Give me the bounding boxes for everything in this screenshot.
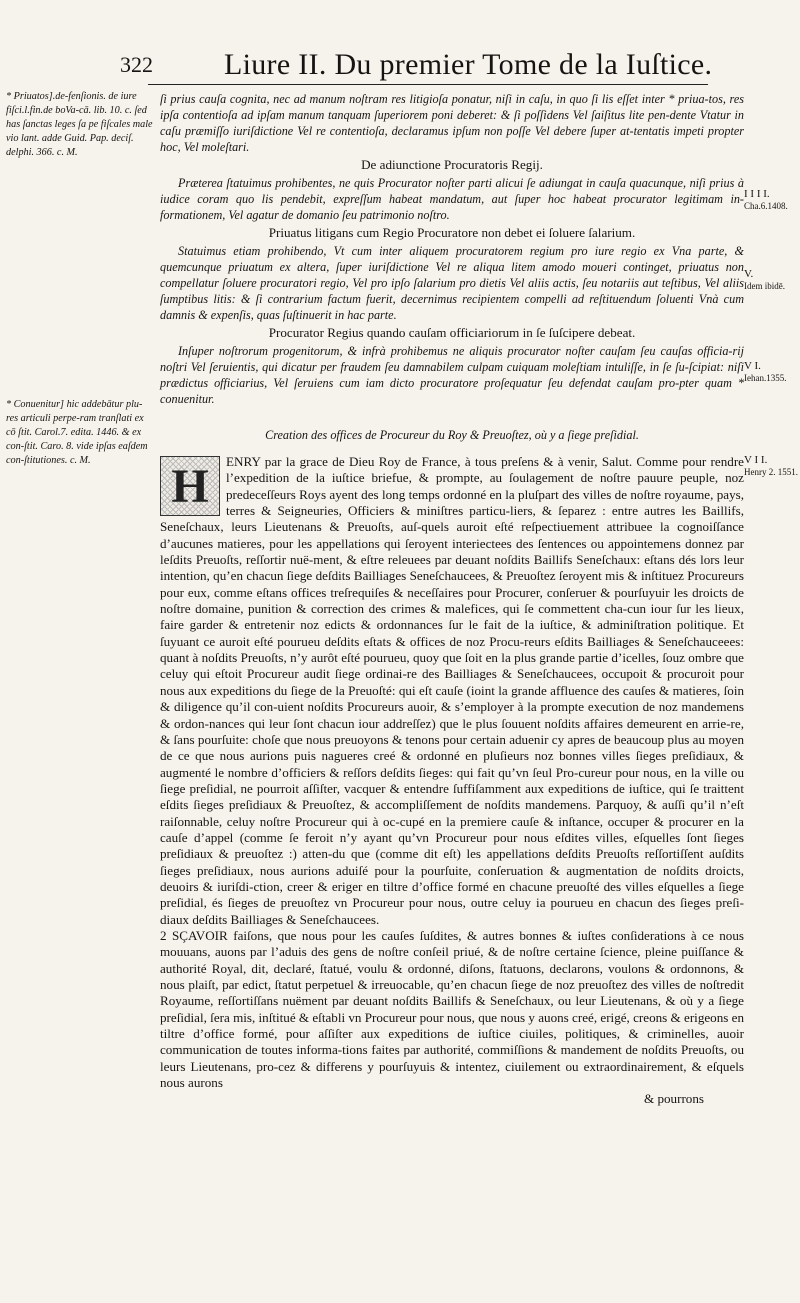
article-number: V. xyxy=(744,268,754,280)
catchword: & pourrons xyxy=(643,1091,704,1107)
paragraph: 2 SÇAVOIR faiſons, que nous pour les cauſes ſuſdites, & autres bonnes & iuſtes conſiderations à ce nous mouuans, auons par l’aduis des gens de noſtre conſeil priué, & de noſtre certaine ſcience, pleine puiſſance & authorité Royal, dit, declaré, ſtatué, voulu & ordonné, diſons, ſtatuons, declarons, voulons & ordonnons, & nous plaiſt, par edict, ſtatut perpetuel & irreuocable, qu’en chacun ſiege de noz preuoſtez des villes de noſtredit Royaume, reſſortiſſans nuëment par deuant noſdits Baillifs & Seneſchaux, ou leur Lieutenans, & où y a ſiege preſidial, ſera mis, inſtitué & eſtabli vn Procureur pour nous, que nous y auons creé, erigé, creons & erigeons en tiltre d’office formé, pour aſſiſter aux expeditions de iuſtice ciuiles, politiques, & criminelles, auoir communication de toutes informa-tions faites par authorité, commiſſions & mandement de noſdits Preuoſts, ou leurs Lieutenans, pro-cez & differens y pourſuyuis & intentez, ciuilement ou extraordinairement, & eſquels nous aurons xyxy=(160,927,744,1091)
section-heading: Priuatus litigans cum Regio Procuratore non debet ei ſoluere ſalarium. xyxy=(268,225,636,240)
article-number: V I I. xyxy=(744,454,768,466)
main-text-latin xyxy=(160,91,744,407)
paragraph: Statuimus etiam prohibendo, Vt cum inter aliquem procuratorem regium pro iure regio ex Vna parte, & quemcunque priuatum ex altera, ſuper iuriſdictione Vel re aliqua litem amodo moueri continget, priuatus non compellatur ſoluere procuratori regio, Vel pro ipſo ſalarium pro dietis Vel aliis actis, ſeu notariis aut teſtibus, Vel aliis ſumptibus litis: & ſi contrarium factum fuerit, decernimus recipientem compelli ad reſtituendum ſoluenti Vnà cum damnis & expenſis, quas ſuſtinuerit in hac parte. xyxy=(160,244,744,322)
left-margin-note-2: * Conuenitur] hic addebātur plu-res articuli perpe-ram tranſlati ex cō ſtit. Carol.7. edita. 1446. & ex con-ſtit. Caro. 8. vide ipſas eaſdem con-ſtitutiones. c. M. xyxy=(6,399,148,466)
section-heading: De adiunctione Procuratoris Regij. xyxy=(361,157,543,172)
right-margin-note-vi xyxy=(744,360,798,384)
paragraph: Inſuper noſtrorum progenitorum, & infrà prohibemus ne aliquis procurator noſter cauſam ſeu cauſas officia-rij noſtri Vel ſeruientis, qui dicatur per fraudem ſeu damnabilem culpam cuiquam moleſtiam intuliſſe, in ſe ſu-ſcipiat: niſi prædictus officiarius, Vel ſeruiens cum iam dicto procuratore proſequatur ſeu defendat cauſam pro-pter quam * conuenitur. xyxy=(160,344,744,406)
main-text-french xyxy=(160,454,744,1108)
paragraph: Præterea ſtatuimus prohibentes, ne quis Procurator noſter parti alicui ſe adiungat in cauſa quacunque, niſi prius à iudice coram quo lis pendebit, expreſſum habeat mandatum, aut ſuper hoc habeat procurator legitimam in-formationem, Vel agatur de domanio ſeu patrimonio noſtro. xyxy=(160,176,744,222)
right-margin-note-vii xyxy=(744,454,798,478)
paragraph: ſi prius cauſa cognita, nec ad manum noſtram res litigioſa ponatur, niſi in caſu, in quo ſi lis eſſet inter * priua-tos, res ipſa contentioſa ad ipſam manum tanquam ſuperiorem poni deberet: & ſi poſſidens Vel ſaiſitus lite pen-dente Vtatur in caſu præmiſſo iuriſdictione Vel re contentioſa, declaramus ipſum non poſſe Vel debere ſuper at-tentatis impeti propter hoc, Vel moleſtari. xyxy=(160,92,744,154)
date-ref: Iehan.1355. xyxy=(744,373,787,383)
right-margin-note-iiii xyxy=(744,188,798,212)
date-ref: Henry 2. 1551. xyxy=(744,467,798,477)
section-heading: Procurator Regius quando cauſam officiariorum in ſe ſuſcipere debeat. xyxy=(268,325,636,340)
page-number: 322 xyxy=(120,52,153,77)
article-number: I I I I. xyxy=(744,188,770,200)
article-number: V I. xyxy=(744,360,761,372)
paragraph: ENRY par la grace de Dieu Roy de France, à tous preſens & à venir, Salut. Comme pour rendre l’expedition de la iuſtice briefue, & prompte, au ſoulagement de noſtre pauure peuple, noz predeceſſeurs Roys ayent des long temps ordonné en la pluſpart des villes de noſtre royaume, pays, terres & Seigneuries, Officiers & miniſtres particu-liers, & ſeparez : entre autres les Baillifs, Seneſchaux, leurs Lieutenans & Preuoſts, auſ-quels auroit eſté reſpectiuement attribuee la cognoiſſance d’aucunes matieres, pour les appellations qui ſeroyent interiectees des ſentences ou appointemens donnez par leſdits Preuoſts, reſſortir nuë-ment, & eſtre releuees par deuant noſdits Baillifs Seneſchaux: eſtans dés lors leur intention, qu’en chacun ſiege deſdits Bailliages Seneſchaucees, & Preuoſtez ſeroyent mis & inſtituez Procureurs pour eux, comme eſtans offices treſrequiſes & neceſſaires pour Procurer, conſeruer & pourſuyuir les droicts de noſtre domaine, punition & correction des crimes & malefices, qui ſe commettent cha-cun iour ſur les lieux, faire garder & entretenir noz edicts & ordonnances ſur le fait de la iuſtice, & adminiſtration politique. Et ſuyuant ce auroit eſté pourueu deſdits eſtats & offices de noz Procu-reurs eſdits Bailliages & Seneſchauceees: quant à noſdits Preuoſts, n’y aurôt eſté pourueu, quoy que ſoit en la plus grande partie d’icelles, ſouz ombre que celuy qui eſtoit Procureur audit ſiege ordinai-re des Bailliages & Seneſchaucees, occupoit & procuroit pour nous aux expeditions du ſiege de la Preuoſté: qui eſt cauſe (ioint la grande affluence des cauſes & matieres, ſoin & diligence qu’il con-uient noſdits Procureurs auoir, & s’employer à la prompte execution de noz mandemens & ordon-nances qui leur ſont chacun iour addreſſez) que le plus ſouuent noſdits affaires demeurent en arrie-re, & ſans pourſuite: choſe que nous preuoyons & tenons pour certain aduenir cy apres de beaucoup plus au moyen de ce que nous aurions puis nagueres creé & ordonné en pluſieurs noz bonnes villes ſieges preſidiaux, & augmenté le nombre d’officiers & reſſors deſdits ſieges: qui fait qu’vn ſeul Pro-cureur pour nous, en la ville ou ſiege preſidial, ne pourroit aſſiſter, vacquer & entendre ſuffiſamment aux expeditions de iuſtice, qui ſe traittent eſdits ſieges preſidiaux & Preuoſtez, & accompliſſement de noſdits mandemens. Parquoy, & auſſi qu’il n’eſt raiſonnable, celuy noſtre Procureur qui à oc-cupé en la premiere cauſe & inſtance, occuper & procurer en la cauſe d’appel (comme ſe feroit n’y ayant qu’vn Procureur pour nous eſdites villes, eſquelles ſont ſieges preſidiaux & preuoſtez :) atten-du que (comme dit eſt) les appellations deſdits Preuoſts reſſortiſſent auſdits ſieges preſidiaux, nous aurions aduiſé pour la pourſuite, conſeruation & augmentation de noſdits droicts, deuoirs & iuriſdi-ction, creer & eriger en tiltre d’office formé en chacune preuoſté des villes eſquelles a ſiege preſidial, és ſieges de preuoſtez vn Procureur pour nous, outre celuy ia pourueu en chacun des ſieges preſi-diaux deſdits Bailliages & Seneſchaucees. xyxy=(160,454,744,927)
french-heading-block xyxy=(160,428,744,443)
running-title: Liure II. Du premier Tome de la Iuſtice. xyxy=(224,48,713,81)
date-ref: Cha.6.1408. xyxy=(744,201,788,211)
right-margin-note-v xyxy=(744,268,798,292)
date-ref: Idem ibidē. xyxy=(744,281,785,291)
initial-letter: H xyxy=(171,460,209,513)
left-margin-note-1: * Priuatos].de-fenſionis. de iure fiſci.l.fin.de boVa-cā. lib. 10. c. ſed has ſanctas leges ſa pe fiſcales male vio lant. adde Guid. Pap. deciſ. delphi. 366. c. M. xyxy=(6,91,153,158)
running-header xyxy=(120,48,713,85)
section-heading: Creation des offices de Procureur du Roy & Preuoſtez, où y a ſiege preſidial. xyxy=(265,428,639,442)
